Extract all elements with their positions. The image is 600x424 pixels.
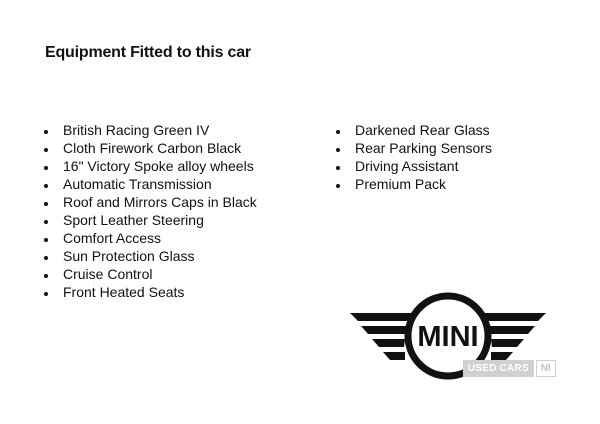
list-item: Rear Parking Sensors [336,139,492,157]
page-title: Equipment Fitted to this car [45,44,251,61]
list-item: Premium Pack [336,175,492,193]
list-item: 16" Victory Spoke alloy wheels [44,157,257,175]
list-item: Automatic Transmission [44,175,257,193]
list-item: Sun Protection Glass [44,247,257,265]
list-item: Roof and Mirrors Caps in Black [44,193,257,211]
list-item: Cloth Firework Carbon Black [44,139,257,157]
equipment-list-left [44,121,257,301]
list-item: Driving Assistant [336,157,492,175]
used-cars-badge [463,360,556,377]
list-item: Darkened Rear Glass [336,121,492,139]
used-cars-label: USED CARS [463,360,534,377]
list-item: Comfort Access [44,229,257,247]
list-item: British Racing Green IV [44,121,257,139]
logo-wordmark: MINI [417,321,479,353]
region-label: NI [536,360,556,377]
list-item: Sport Leather Steering [44,211,257,229]
equipment-list-right [336,121,492,193]
list-item: Front Heated Seats [44,283,257,301]
list-item: Cruise Control [44,265,257,283]
